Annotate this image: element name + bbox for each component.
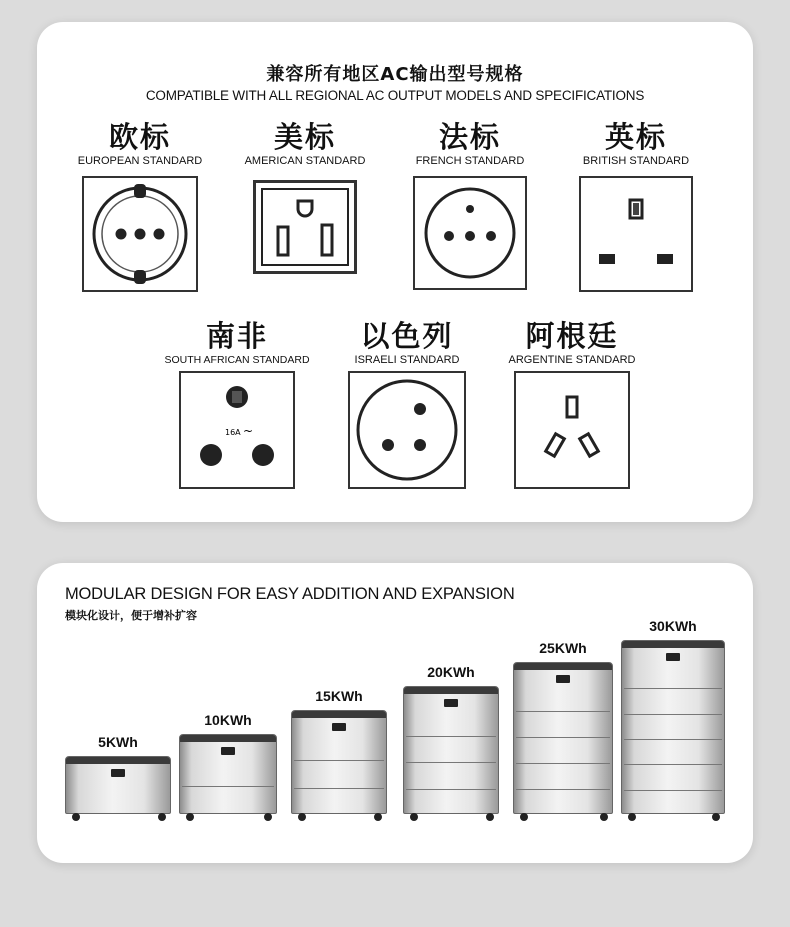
battery-display-icon bbox=[332, 723, 346, 731]
module-seam bbox=[406, 789, 496, 790]
module-seam bbox=[182, 786, 274, 787]
battery-unit bbox=[291, 688, 387, 814]
battery-display-icon bbox=[666, 653, 680, 661]
standard-british bbox=[561, 120, 711, 292]
il-socket-icon bbox=[348, 371, 466, 489]
battery-lid bbox=[66, 757, 170, 764]
standard-cn: 英标 bbox=[604, 120, 667, 154]
wheel-icon bbox=[374, 813, 382, 821]
battery-capacity-label: 25KWh bbox=[539, 640, 587, 656]
wheel-icon bbox=[72, 813, 80, 821]
standard-israeli bbox=[327, 319, 487, 489]
battery-stack bbox=[403, 686, 499, 814]
compat-title-cn: 兼容所有地区AC输出型号规格 bbox=[266, 64, 524, 85]
wheel-icon bbox=[158, 813, 166, 821]
module-seam bbox=[406, 762, 496, 763]
module-seam bbox=[406, 736, 496, 737]
module-seam bbox=[516, 711, 610, 712]
za-socket-icon bbox=[179, 371, 295, 489]
standard-cn: 南非 bbox=[205, 319, 268, 353]
battery-capacity-label: 10KWh bbox=[204, 712, 252, 728]
standard-en: SOUTH AFRICAN STANDARD bbox=[164, 354, 310, 366]
battery-capacity-label: 15KWh bbox=[315, 688, 363, 704]
wheel-icon bbox=[186, 813, 194, 821]
battery-lid bbox=[514, 663, 612, 670]
standard-en: AMERICAN STANDARD bbox=[244, 155, 366, 167]
svg-text:16A: 16A bbox=[225, 428, 241, 437]
module-seam bbox=[624, 739, 722, 740]
battery-lid bbox=[622, 641, 724, 648]
eu-socket-icon bbox=[82, 176, 198, 292]
standard-argentine bbox=[477, 319, 667, 489]
module-seam bbox=[624, 688, 722, 689]
battery-stack bbox=[179, 734, 277, 814]
battery-capacity-label: 30KWh bbox=[649, 618, 697, 634]
standard-european bbox=[65, 120, 215, 292]
battery-display-icon bbox=[111, 769, 125, 777]
standard-en: BRITISH STANDARD bbox=[582, 155, 690, 167]
us-socket-icon bbox=[253, 180, 357, 274]
battery-lid bbox=[404, 687, 498, 694]
module-seam bbox=[624, 714, 722, 715]
battery-capacity-label: 5KWh bbox=[98, 734, 138, 750]
standard-south-african bbox=[157, 319, 317, 489]
standard-american bbox=[230, 120, 380, 274]
battery-display-icon bbox=[444, 699, 458, 707]
ar-socket-icon bbox=[514, 371, 630, 489]
module-seam bbox=[624, 764, 722, 765]
uk-socket-icon bbox=[579, 176, 693, 292]
wheel-icon bbox=[520, 813, 528, 821]
standard-en: ARGENTINE STANDARD bbox=[508, 354, 636, 366]
wheel-icon bbox=[486, 813, 494, 821]
module-seam bbox=[294, 760, 384, 761]
wheel-icon bbox=[600, 813, 608, 821]
battery-unit bbox=[403, 664, 499, 814]
battery-unit bbox=[65, 734, 171, 814]
battery-stack bbox=[513, 662, 613, 814]
wheel-icon bbox=[712, 813, 720, 821]
modular-title-en: MODULAR DESIGN FOR EASY ADDITION AND EXPANSION bbox=[65, 585, 515, 603]
standard-cn: 美标 bbox=[273, 120, 336, 154]
fr-socket-icon bbox=[413, 176, 527, 290]
standard-en: FRENCH STANDARD bbox=[415, 155, 525, 167]
standard-french bbox=[395, 120, 545, 290]
standard-cn: 以色列 bbox=[360, 319, 454, 353]
svg-text:~: ~ bbox=[243, 424, 254, 438]
compat-title-en: COMPATIBLE WITH ALL REGIONAL AC OUTPUT MODELS AND SPECIFICATIONS bbox=[145, 88, 645, 103]
battery-stack bbox=[291, 710, 387, 814]
standard-en: ISRAELI STANDARD bbox=[354, 354, 460, 366]
battery-display-icon bbox=[221, 747, 235, 755]
standard-cn: 阿根廷 bbox=[525, 319, 619, 353]
wheel-icon bbox=[410, 813, 418, 821]
battery-unit bbox=[513, 640, 613, 814]
wheel-icon bbox=[264, 813, 272, 821]
standard-cn: 欧标 bbox=[108, 120, 171, 154]
module-seam bbox=[516, 789, 610, 790]
battery-lid bbox=[180, 735, 276, 742]
battery-display-icon bbox=[556, 675, 570, 683]
battery-stack bbox=[621, 640, 725, 814]
module-seam bbox=[516, 763, 610, 764]
compatibility-card bbox=[37, 22, 753, 522]
module-seam bbox=[624, 790, 722, 791]
battery-capacity-label: 20KWh bbox=[427, 664, 475, 680]
modular-card bbox=[37, 563, 753, 863]
modular-title-cn: 模块化设计，便于增补扩容 bbox=[65, 609, 197, 622]
battery-unit bbox=[621, 618, 725, 814]
battery-unit bbox=[179, 712, 277, 814]
module-seam bbox=[516, 737, 610, 738]
standard-cn: 法标 bbox=[438, 120, 501, 154]
battery-stack bbox=[65, 756, 171, 814]
wheel-icon bbox=[628, 813, 636, 821]
wheel-icon bbox=[298, 813, 306, 821]
standard-en: EUROPEAN STANDARD bbox=[77, 155, 203, 167]
module-seam bbox=[294, 788, 384, 789]
battery-lid bbox=[292, 711, 386, 718]
